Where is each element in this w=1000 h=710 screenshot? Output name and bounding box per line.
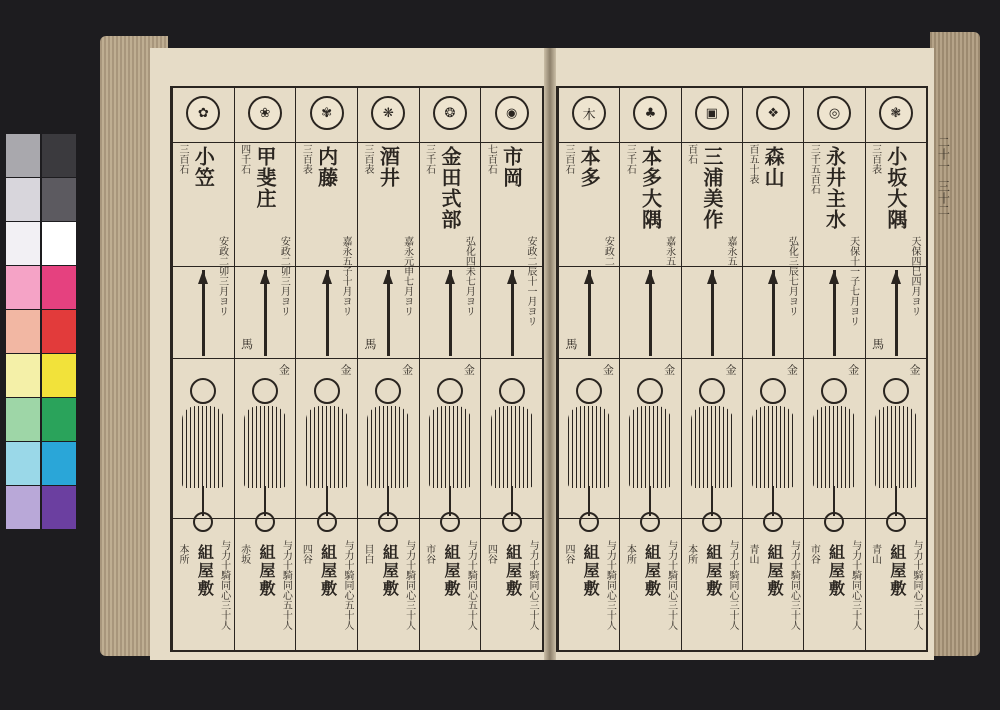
standard-ornament-icon	[821, 378, 847, 404]
crest-glyph: ❃	[890, 105, 902, 121]
small-crest-icon	[317, 512, 337, 532]
horse-mark: 馬	[363, 338, 377, 350]
small-crest-icon	[502, 512, 522, 532]
residence-location: 市谷	[808, 544, 820, 564]
color-chip	[6, 266, 40, 309]
spear-icon	[895, 270, 898, 356]
tassel-standard-icon	[429, 406, 471, 488]
spear-icon	[711, 270, 714, 356]
standard-ornament-icon	[576, 378, 602, 404]
appointment-date: 嘉永五	[663, 236, 675, 266]
stipend-text: 三百石	[563, 144, 574, 174]
crest-glyph: ♣	[644, 105, 657, 121]
horse-mark: 馬	[239, 338, 254, 350]
family-crest-icon	[817, 96, 851, 130]
retainer-entry	[803, 88, 864, 650]
group-residence-label: 組屋敷	[380, 544, 400, 598]
color-chip	[6, 222, 40, 265]
stipend-text: 三千五百石	[808, 144, 820, 194]
small-crest-icon	[440, 512, 460, 532]
spear-icon	[387, 270, 390, 356]
group-residence-label: 組屋敷	[256, 544, 276, 598]
residence-location: 目白	[362, 544, 373, 564]
retainer-name: 三浦美作	[699, 146, 724, 230]
spear-icon	[511, 270, 514, 356]
appointment-date: 嘉永五	[724, 236, 736, 266]
appointment-date: 嘉永五子十月ヨリ	[339, 236, 351, 316]
spear-icon	[326, 270, 329, 356]
residence-location: 赤坂	[238, 544, 250, 564]
family-crest-icon	[310, 96, 344, 130]
stipend-text: 三千石	[624, 144, 636, 174]
color-chip	[42, 398, 76, 441]
staff-count: 与力十騎同心三十人	[726, 540, 738, 630]
family-crest-icon	[756, 96, 790, 130]
color-chip	[6, 134, 40, 177]
side-label: 二十一	[936, 136, 951, 172]
color-chip	[42, 134, 76, 177]
residence-location: 本所	[177, 544, 188, 564]
crest-glyph: ❂	[444, 105, 456, 121]
staff-count: 与力十騎同心五十人	[465, 540, 477, 630]
open-book	[100, 28, 980, 668]
retainer-entry	[357, 88, 419, 650]
crest-glyph: ✿	[197, 105, 209, 121]
family-crest-icon	[433, 96, 467, 130]
tassel-standard-icon	[875, 406, 917, 488]
stipend-text: 四千石	[238, 144, 250, 174]
retainer-entry	[619, 88, 680, 650]
small-crest-icon	[378, 512, 398, 532]
stipend-text: 三百表	[362, 144, 373, 174]
color-chip	[6, 398, 40, 441]
appointment-date: 安政二卯三月ヨリ	[216, 236, 228, 316]
family-crest-icon	[248, 96, 282, 130]
group-residence-label: 組屋敷	[703, 544, 723, 598]
family-crest-icon	[186, 96, 220, 130]
standard-ornament-icon	[375, 378, 401, 404]
retainer-name: 小坂大隅	[883, 146, 908, 230]
residence-location: 青山	[869, 544, 881, 564]
side-margin-labels	[929, 128, 959, 528]
group-residence-label: 組屋敷	[581, 544, 601, 598]
crest-glyph: ❀	[259, 105, 271, 121]
family-crest-icon	[879, 96, 913, 130]
group-residence-label: 組屋敷	[441, 544, 461, 598]
residence-location: 市谷	[423, 544, 435, 564]
group-residence-label: 組屋敷	[826, 544, 846, 598]
staff-count: 与力十騎同心三十人	[788, 540, 800, 630]
appointment-date: 弘化四未七月ヨリ	[463, 236, 475, 316]
staff-count: 与力十騎同心三十人	[218, 540, 230, 630]
tassel-standard-icon	[752, 406, 794, 488]
stipend-text: 百石	[685, 144, 697, 164]
horse-mark: 馬	[564, 338, 578, 350]
appointment-date: 天保四巳四月ヨリ	[908, 236, 920, 316]
retainer-entry	[480, 88, 542, 650]
family-crest-icon	[695, 96, 729, 130]
family-crest-icon	[572, 96, 606, 130]
retainer-name: 本多	[577, 146, 602, 188]
group-residence-label: 組屋敷	[318, 544, 338, 598]
color-chip	[42, 266, 76, 309]
family-crest-icon	[371, 96, 405, 130]
residence-location: 青山	[747, 544, 758, 564]
color-checker	[6, 134, 78, 532]
retainer-name: 酒井	[376, 146, 401, 188]
staff-count: 与力十騎同心三十人	[910, 540, 922, 630]
retainer-entry	[865, 88, 926, 650]
appointment-date: 安政二辰十一月ヨリ	[524, 236, 536, 326]
stipend-text: 三百表	[300, 144, 312, 174]
retainer-name: 本多大隅	[638, 146, 663, 230]
retainer-entry	[681, 88, 742, 650]
staff-count: 与力十騎同心三十人	[403, 540, 415, 630]
gold-mark: 金	[601, 364, 615, 375]
retainer-entry	[742, 88, 803, 650]
color-chip	[6, 442, 40, 485]
appointment-date: 天保十一子七月ヨリ	[847, 236, 859, 326]
color-chip	[6, 486, 40, 529]
staff-count: 与力十騎同心五十人	[280, 540, 292, 630]
small-crest-icon	[886, 512, 906, 532]
retainer-entry	[234, 88, 296, 650]
family-crest-icon	[495, 96, 529, 130]
small-crest-icon	[763, 512, 783, 532]
tassel-standard-icon	[306, 406, 348, 488]
retainer-name: 内藤	[314, 146, 339, 188]
residence-location: 四谷	[300, 544, 312, 564]
group-residence-label: 組屋敷	[765, 544, 785, 598]
appointment-date: 弘化三辰七月ヨリ	[786, 236, 798, 316]
gold-mark: 金	[662, 364, 676, 375]
group-residence-label: 組屋敷	[503, 544, 523, 598]
spear-icon	[202, 270, 205, 356]
retainer-entry	[295, 88, 357, 650]
book-gutter	[544, 48, 556, 660]
color-chip	[42, 178, 76, 221]
small-crest-icon	[640, 512, 660, 532]
residence-location: 四谷	[485, 544, 497, 564]
retainer-name: 小笠	[191, 146, 216, 188]
group-residence-label: 組屋敷	[195, 544, 215, 598]
tassel-standard-icon	[244, 406, 286, 488]
gold-mark: 金	[723, 364, 737, 375]
residence-location: 本所	[685, 544, 697, 564]
small-crest-icon	[702, 512, 722, 532]
gold-mark: 金	[907, 364, 921, 375]
retainer-name: 甲斐庄	[252, 146, 277, 209]
color-chip	[42, 222, 76, 265]
spear-icon	[449, 270, 452, 356]
standard-ornament-icon	[760, 378, 786, 404]
standard-ornament-icon	[190, 378, 216, 404]
color-chip	[42, 354, 76, 397]
spear-icon	[264, 270, 267, 356]
spear-icon	[588, 270, 591, 356]
appointment-date: 嘉永元申七月ヨリ	[401, 236, 413, 316]
retainer-name: 金田式部	[437, 146, 462, 230]
crest-glyph: ❖	[767, 105, 779, 121]
crest-glyph: ▣	[705, 105, 718, 121]
horse-mark: 馬	[870, 338, 885, 350]
retainer-name: 市岡	[499, 146, 524, 188]
gold-mark: 金	[462, 364, 476, 375]
crest-glyph: 木	[582, 107, 596, 123]
standard-ornament-icon	[252, 378, 278, 404]
stipend-text: 三百石	[177, 144, 188, 174]
standard-ornament-icon	[637, 378, 663, 404]
retainer-name: 森山	[761, 146, 786, 188]
group-residence-label: 組屋敷	[887, 544, 907, 598]
staff-count: 与力十騎同心五十人	[341, 540, 353, 630]
tassel-standard-icon	[367, 406, 409, 488]
crest-glyph: ◎	[828, 105, 841, 121]
spear-icon	[649, 270, 652, 356]
tassel-standard-icon	[182, 406, 224, 488]
right-page-table	[556, 86, 928, 652]
stipend-text: 三千石	[423, 144, 435, 174]
tassel-standard-icon	[629, 406, 671, 488]
tassel-standard-icon	[691, 406, 733, 488]
small-crest-icon	[255, 512, 275, 532]
retainer-entry	[172, 88, 234, 650]
retainer-name: 永井主水	[822, 146, 847, 230]
standard-ornament-icon	[883, 378, 909, 404]
group-residence-label: 組屋敷	[642, 544, 662, 598]
residence-location: 本所	[624, 544, 636, 564]
gold-mark: 金	[277, 364, 291, 375]
retainer-entry	[419, 88, 481, 650]
stipend-text: 七百石	[485, 144, 497, 174]
spear-icon	[772, 270, 775, 356]
tassel-standard-icon	[813, 406, 855, 488]
tassel-standard-icon	[568, 406, 610, 488]
standard-ornament-icon	[699, 378, 725, 404]
crest-glyph: ✾	[321, 105, 333, 121]
staff-count: 与力十騎同心三十人	[526, 540, 538, 630]
staff-count: 与力十騎同心三十人	[604, 540, 616, 630]
standard-ornament-icon	[314, 378, 340, 404]
residence-location: 四谷	[563, 544, 574, 564]
crest-glyph: ❋	[382, 105, 394, 121]
small-crest-icon	[824, 512, 844, 532]
stipend-text: 百五十表	[747, 144, 758, 184]
color-chip	[42, 310, 76, 353]
small-crest-icon	[579, 512, 599, 532]
color-chip	[6, 310, 40, 353]
color-chip	[6, 178, 40, 221]
appointment-date: 安政二	[602, 236, 614, 266]
gold-mark: 金	[785, 364, 799, 375]
small-crest-icon	[193, 512, 213, 532]
family-crest-icon	[633, 96, 667, 130]
standard-ornament-icon	[437, 378, 463, 404]
color-chip	[42, 442, 76, 485]
spear-icon	[833, 270, 836, 356]
color-chip	[42, 486, 76, 529]
retainer-entry	[558, 88, 619, 650]
left-page-table	[170, 86, 544, 652]
gold-mark: 金	[846, 364, 860, 375]
gold-mark: 金	[400, 364, 414, 375]
staff-count: 与力十騎同心三十人	[849, 540, 861, 630]
side-label: 三十二	[936, 180, 951, 216]
color-chip	[6, 354, 40, 397]
tassel-standard-icon	[491, 406, 533, 488]
appointment-date: 安政二卯三月ヨリ	[278, 236, 290, 316]
standard-ornament-icon	[499, 378, 525, 404]
staff-count: 与力十騎同心三十人	[665, 540, 677, 630]
crest-glyph: ◉	[505, 105, 518, 121]
stipend-text: 三百表	[869, 144, 881, 174]
gold-mark: 金	[338, 364, 352, 375]
